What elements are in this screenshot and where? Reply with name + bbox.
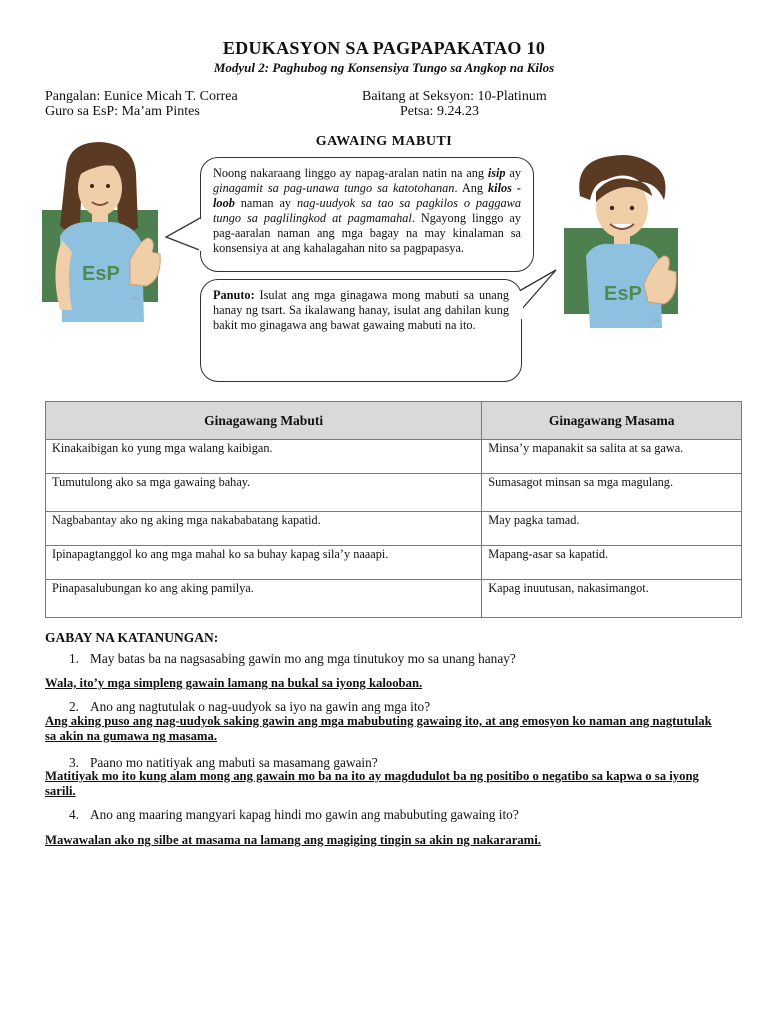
intro-text: Noong nakaraang linggo ay napag-aralan natin na ang isip ay ginagamit sa pag-unawa tungo sa katotohanan. Ang kilos - loob naman ay nag-uudyok sa tao sa pagkilos o paggawa tungo sa paglilingkod at pagmamahal. Ngayong linggo ay pag-aaralan naman ang mga bagay na may kinalaman sa konsensiya at ang kahalagahan nito sa pagpapasya. (213, 166, 521, 255)
table-row (46, 546, 742, 580)
table-row (46, 440, 742, 474)
boy-character-illustration (560, 152, 684, 332)
section-title: GAWAING MABUTI (315, 134, 453, 149)
good-deed-cell: Pinapasalubungan ko ang aking pamilya. (46, 580, 482, 618)
table-row (46, 580, 742, 618)
bad-deed-cell: Sumasagot minsan sa mga magulang. (482, 474, 742, 512)
question-2: 2. Ano ang nagtutulak o nag-uudyok sa iyo na gawin ang mga ito? (69, 699, 431, 714)
header-bad-deeds: Ginagawang Masama (482, 402, 742, 440)
student-name: Pangalan: Eunice Micah T. Correa (45, 89, 238, 104)
bad-deed-cell: Mapang-asar sa kapatid. (482, 546, 742, 580)
question-1: 1. May batas ba na nagsasabing gawin mo ang mga tinutukoy mo sa unang hanay? (69, 651, 516, 666)
answer-3: Matitiyak mo ito kung alam mong ang gawain mo ba na ito ay magdudulot ba ng positibo o negatibo sa kapwa o sa iyong sarili. (45, 769, 699, 798)
answer-4: Mawawalan ako ng silbe at masama na lamang ang magiging tingin sa akin ng nakararami. (45, 833, 541, 847)
esp-shirt-logo: EsP (82, 263, 120, 285)
speech-bubble-intro (200, 157, 534, 272)
header-good-deeds: Ginagawang Mabuti (46, 402, 482, 440)
esp-shirt-logo: EsP (604, 283, 642, 305)
good-deed-cell: Kinakaibigan ko yung mga walang kaibigan. (46, 440, 482, 474)
module-subtitle: Modyul 2: Paghubog ng Konsensiya Tungo sa Angkop na Kilos (213, 60, 555, 75)
table-row (46, 474, 742, 512)
bubble2-tail-seam (518, 291, 523, 319)
bubble1-tail-seam (199, 219, 203, 251)
artist-signature: cmt (652, 319, 660, 324)
good-deed-cell: Ipinapagtanggol ko ang mga mahal ko sa buhay kapag sila’y naaapi. (46, 546, 482, 580)
instructions-label: Panuto: (213, 288, 255, 302)
guide-questions-heading: GABAY NA KATANUNGAN: (45, 630, 219, 645)
good-deed-cell: Nagbabantay ako ng aking mga nakababatang kapatid. (46, 512, 482, 546)
document-title: EDUKASYON SA PAGPAPAKATAO 10 (222, 38, 546, 58)
table-header-row (46, 402, 742, 440)
question-3: 3. Paano mo natitiyak ang mabuti sa masamang gawain? (69, 755, 378, 770)
instructions-text: Isulat ang mga ginagawa mong mabuti sa unang hanay ng tsart. Sa ikalawang hanay, isulat ang dahilan kung bakit mo ginagawa ang bawat gawaing mabuti na ito. (213, 288, 509, 332)
deeds-table (45, 401, 742, 618)
bad-deed-cell: Minsa’y mapanakit sa salita at sa gawa. (482, 440, 742, 474)
answer-2: Ang aking puso ang nag-uudyok saking gawin ang mga mabubuting gawaing ito, at ang emosyon ko naman ang nagtutulak sa akin na gumawa ng masama. (45, 714, 712, 743)
answer-1: Wala, ito’y mga simpleng gawain lamang na bukal sa iyong kalooban. (45, 676, 423, 690)
date: Petsa: 9.24.23 (400, 104, 479, 119)
grade-section: Baitang at Seksyon: 10-Platinum (362, 89, 547, 104)
speech-bubble-instructions (200, 279, 522, 382)
good-deed-cell: Tumutulong ako sa mga gawaing bahay. (46, 474, 482, 512)
question-4: 4. Ano ang maaring mangyari kapag hindi mo gawin ang mabubuting gawaing ito? (69, 807, 519, 822)
teacher-name: Guro sa EsP: Ma’am Pintes (45, 104, 200, 119)
bad-deed-cell: May pagka tamad. (482, 512, 742, 546)
artist-signature: cmt (132, 297, 140, 302)
girl-character-illustration (38, 140, 162, 330)
bad-deed-cell: Kapag inuutusan, nakasimangot. (482, 580, 742, 618)
table-row (46, 512, 742, 546)
